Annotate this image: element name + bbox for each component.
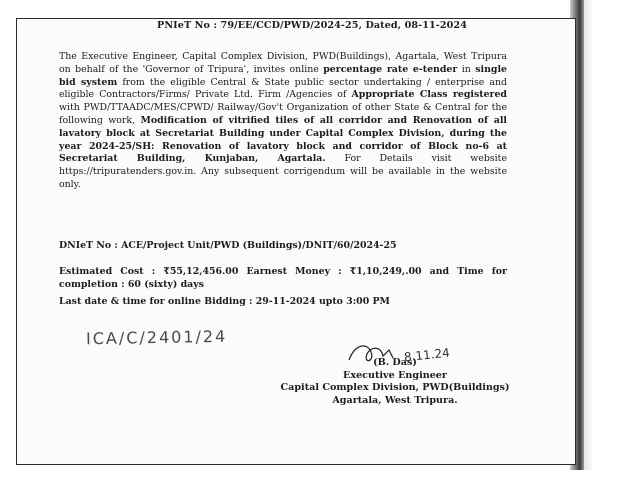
body-text: in — [457, 63, 476, 75]
notice-heading: PNIeT No : 79/EE/CCD/PWD/2024-25, Dated, 08-11-2024 — [157, 20, 467, 31]
dniet-number: DNIeT No : ACE/Project Unit/PWD (Buildings)/DNIT/60/2024-25 — [59, 240, 397, 251]
work-description: Modification of vitrified tiles of all corridor and Renovation of all lavatory block at Secretariat Building under Capital Complex Division, during the year 2024-25/SH: Renovation of lavatory block and corridor of Block no-6 at Secretariat Building, Kunjaban, Agartala. — [59, 114, 507, 165]
body-text: For Details visit website https://tripuratenders.gov.in. Any subsequent corrigendum will be available in the website only. — [59, 153, 507, 190]
body-emphasis: Appropriate Class registered — [351, 89, 507, 101]
signature-block — [270, 357, 520, 407]
body-text: with PWD/TTAADC/MES/CPWD/ Railway/Gov't Organization of other State & Central for the following work, — [59, 102, 507, 126]
signatory-office: Capital Complex Division, PWD(Buildings) — [280, 382, 510, 394]
cost-details: Estimated Cost : ₹55,12,456.00 Earnest Money : ₹1,10,249,.00 and Time for completion : 60 (sixty) days — [59, 266, 507, 290]
signatory-location: Agartala, West Tripura. — [332, 394, 458, 406]
bidding-deadline: Last date & time for online Bidding : 29-11-2024 upto 3:00 PM — [59, 296, 390, 307]
signatory-name: (B. Das) — [373, 357, 417, 368]
handwritten-reference: ICA/C/2401/24 — [85, 326, 228, 349]
page-edge — [584, 0, 594, 470]
body-text: from the eligible Central & State public sector undertaking / enterprise and eligible Contractors/Firms/ Private Ltd. Firm /Agencies of — [59, 76, 507, 101]
notice-body — [59, 51, 507, 192]
signatory-designation: Executive Engineer — [343, 369, 447, 381]
handwritten-signature-date: 8.11.24 — [403, 345, 451, 365]
body-text: The Executive Engineer, Capital Complex Division, PWD(Buildings), Agartala, West Tripura on behalf of the 'Governor of Tripura', invites online — [59, 51, 507, 75]
body-emphasis: single bid system — [59, 63, 508, 88]
body-emphasis: percentage rate e-tender — [323, 63, 458, 75]
